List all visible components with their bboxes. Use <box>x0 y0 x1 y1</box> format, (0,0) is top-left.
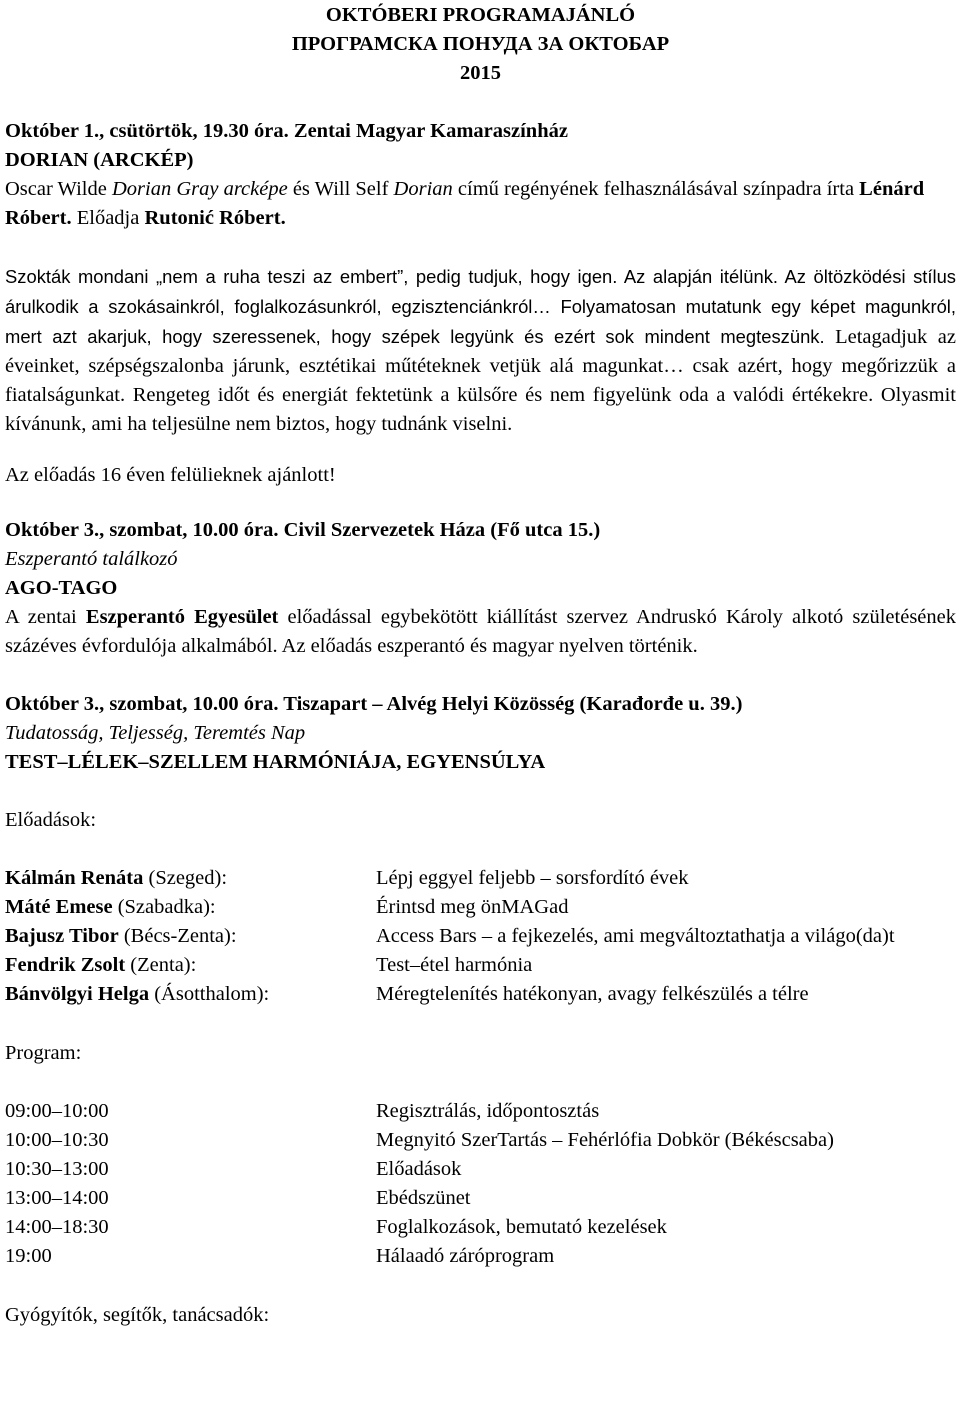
schedule-item: Megnyitó SzerTartás – Fehérlófia Dobkör (Békéscsaba) <box>376 1129 834 1151</box>
schedule-item: Ebédszünet <box>376 1187 471 1209</box>
event-harmony-subtitle: Tudatosság, Teljesség, Teremtés Nap <box>5 722 306 744</box>
lecturer-name: Máté Emese <box>5 896 113 918</box>
lecturer-name: Fendrik Zsolt <box>5 954 126 976</box>
event-harmony-datetime: Október 3., szombat, 10.00 óra. Tiszapart – Alvég Helyi Közösség (Karađorđe u. 39.) <box>5 693 743 715</box>
lecture-row <box>5 864 956 893</box>
description-text: A zentai <box>5 606 86 628</box>
lecture-row <box>5 980 956 1009</box>
program-label: Program: <box>5 1042 82 1064</box>
lecture-topic: Érintsd meg önMAGad <box>376 896 569 918</box>
schedule-item: Regisztrálás, időpontosztás <box>376 1100 600 1122</box>
event-dorian-venue: Zentai Magyar Kamaraszínház <box>293 120 568 142</box>
schedule-time: 09:00–10:00 <box>5 1100 109 1122</box>
event-dorian-credits <box>5 175 956 233</box>
credits-author: Lénárd Róbert. <box>5 178 925 229</box>
lecturer-place: (Ásotthalom): <box>149 983 270 1005</box>
program-schedule <box>5 1097 956 1271</box>
event-dorian-heading <box>5 117 956 146</box>
lecture-topic: Méregtelenítés hatékonyan, avagy felkészülés a télre <box>376 983 809 1005</box>
description-org: Eszperantó Egyesület <box>85 606 279 628</box>
lecturer-place: (Szeged): <box>143 867 228 889</box>
lecturer-name: Bánvölgyi Helga <box>5 983 150 1005</box>
header-title-hu: OKTÓBERI PROGRAMAJÁNLÓ <box>325 4 636 26</box>
schedule-time: 14:00–18:30 <box>5 1216 109 1238</box>
event-esperanto-subtitle: Eszperantó találkozó <box>5 548 178 570</box>
event-harmony-day <box>5 690 956 1330</box>
lecture-topic: Lépj eggyel feljebb – sorsfordító évek <box>376 867 689 889</box>
description-text: előadással egybekötött kiállítást szervez Andruskó Károly alkotó születésének százéves évfordulója alkalmából. Az előadás eszperantó és magyar nyelven történik. <box>5 606 956 657</box>
schedule-row <box>5 1213 956 1242</box>
event-dorian-description <box>5 262 956 439</box>
event-esperanto <box>5 516 956 661</box>
event-harmony-title: TEST–LÉLEK–SZELLEM HARMÓNIÁJA, EGYENSÚLYA <box>5 751 546 773</box>
event-dorian-age-note: Az előadás 16 éven felülieknek ajánlott! <box>5 464 336 486</box>
schedule-item: Hálaadó záróprogram <box>376 1245 555 1267</box>
lecturer-name: Kálmán Renáta <box>5 867 144 889</box>
lectures-list <box>5 864 956 1009</box>
credits-performer: Rutonić Róbert. <box>144 207 286 229</box>
document-page <box>5 0 956 1330</box>
event-esperanto-datetime: Október 3., szombat, 10.00 óra. Civil Szervezetek Háza (Fő utca 15.) <box>5 519 601 541</box>
schedule-time: 10:30–13:00 <box>5 1158 109 1180</box>
header-year: 2015 <box>460 62 501 84</box>
credits-text: című regényének felhasználásával színpadra írta <box>452 178 860 200</box>
credits-text: és Will Self <box>287 178 394 200</box>
lecturer-place: (Szabadka): <box>112 896 216 918</box>
lecture-row <box>5 893 956 922</box>
schedule-item: Előadások <box>376 1158 462 1180</box>
schedule-time: 13:00–14:00 <box>5 1187 109 1209</box>
credits-book-title: Dorian <box>393 178 453 200</box>
event-dorian <box>5 117 956 490</box>
helpers-label: Gyógyítók, segítők, tanácsadók: <box>5 1304 270 1326</box>
schedule-row <box>5 1184 956 1213</box>
lecture-topic: Test–étel harmónia <box>376 954 533 976</box>
credits-book-title: Dorian Gray arcképe <box>111 178 288 200</box>
lecturer-place: (Bécs-Zenta): <box>118 925 237 947</box>
schedule-row <box>5 1155 956 1184</box>
description-part-2: Letagadjuk az éveinket, szépségszalonba járunk, esztétikai műtéteknek vetjük alá magunkat… csak azért, hogy megőrizzük a fiatalságunkat. Rengeteg időt és energiát fektetünk a külsőre és nem figyelünk oda a valódi értékekre. Olyasmit kívánunk, ami ha teljesülne nem biztos, hogy tudnánk viselni. <box>5 326 956 435</box>
document-header <box>5 1 956 88</box>
description-part-1: Szokták mondani „nem a ruha teszi az embert”, pedig tudjuk, hogy igen. Az alapján itélünk. Az öltözködési stílus árulkodik a szokásainkról, foglalkozásunkról, egzisztenciánkról… Folyamatosan mutatunk egy képet magunkról, mert azt akarjuk, hogy szeressenek, hogy szépek legyünk és ezért sok mindent megteszünk. <box>5 266 956 347</box>
lecture-row <box>5 951 956 980</box>
header-title-sr: ПРОГРАМСКА ПОНУДА ЗА ОКТОБАР <box>291 33 670 55</box>
credits-text: Oscar Wilde <box>5 178 112 200</box>
schedule-time: 10:00–10:30 <box>5 1129 109 1151</box>
schedule-row <box>5 1126 956 1155</box>
lecturer-name: Bajusz Tibor <box>5 925 119 947</box>
schedule-row <box>5 1097 956 1126</box>
credits-text: Előadja <box>71 207 145 229</box>
event-dorian-title: DORIAN (ARCKÉP) <box>5 149 194 171</box>
event-esperanto-description <box>5 603 956 661</box>
event-dorian-datetime: Október 1., csütörtök, 19.30 óra. <box>5 120 289 142</box>
lecture-topic: Access Bars – a fejkezelés, ami megváltoztathatja a világo(da)t <box>376 925 895 947</box>
lectures-label: Előadások: <box>5 809 97 831</box>
lecturer-place: (Zenta): <box>125 954 197 976</box>
lecture-row <box>5 922 956 951</box>
event-esperanto-title: AGO-TAGO <box>5 577 118 599</box>
schedule-time: 19:00 <box>5 1245 52 1267</box>
schedule-row <box>5 1242 956 1271</box>
schedule-item: Foglalkozások, bemutató kezelések <box>376 1216 667 1238</box>
